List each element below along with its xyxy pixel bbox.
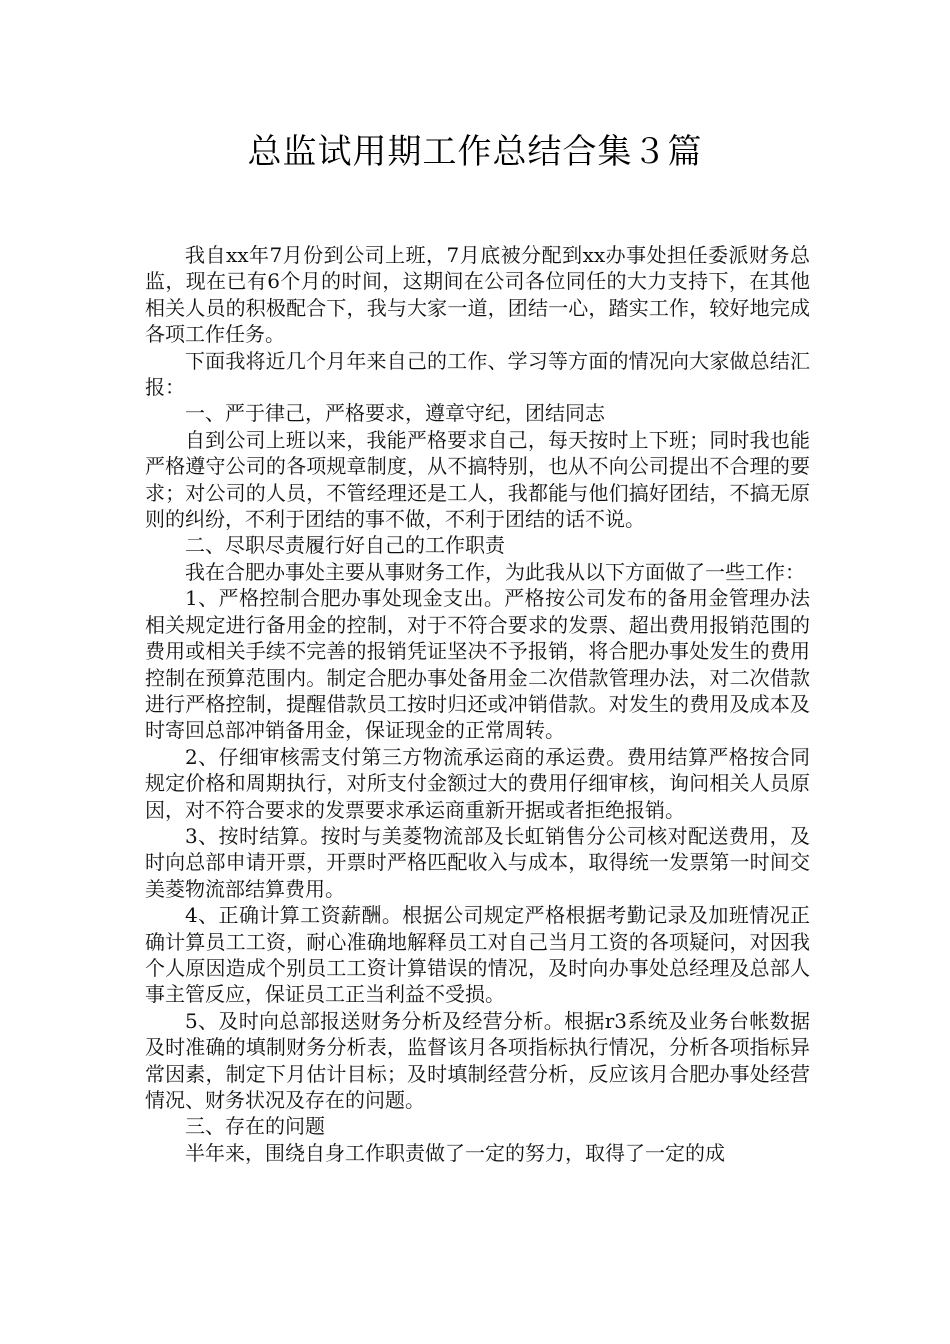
- paragraph-duties-intro: 我在合肥办事处主要从事财务工作，为此我从以下方面做了一些工作：: [185, 559, 805, 584]
- paragraph-item-settlement: 3、按时结算。按时与美菱物流部及长虹销售分公司核对配送费用，及时向总部申请开票，开票时严格匹配收入与成本，取得统一发票第一时间交美菱物流部结算费用。: [145, 823, 810, 901]
- document-title: 总监试用期工作总结合集３篇: [247, 132, 703, 172]
- paragraph-item-analysis: 5、及时向总部报送财务分析及经营分析。根据r3系统及业务台帐数据及时准确的填制财务分析表，监督该月各项指标执行情况，分析各项指标异常因素，制定下月估计目标；及时填制经营分析，反应该月合肥办事处经营情况、财务状况及存在的问题。: [145, 1008, 810, 1112]
- document-body: [145, 242, 810, 1166]
- paragraph-item-cash-control: 1、严格控制合肥办事处现金支出。严格按公司发布的备用金管理办法相关规定进行备用金的控制，对于不符合要求的发票、超出费用报销范围的费用或相关手续不完善的报销凭证坚决不予报销，将合肥办事处发生的费用控制在预算范围内。制定合肥办事处备用金二次借款管理办法，对二次借款进行严格控制，提醒借款员工按时归还或冲销借款。对发生的费用及成本及时寄回总部冲销备用金，保证现金的正常周转。: [145, 586, 810, 743]
- paragraph-item-payroll: 4、正确计算工资薪酬。根据公司规定严格根据考勤记录及加班情况正确计算员工工资，耐心准确地解释员工对自己当月工资的各项疑问，对因我个人原因造成个别员工工资计算错误的情况，及时向办事处总经理及总部人事主管反应，保证员工正当利益不受损。: [145, 903, 810, 1007]
- section-heading-duties: 二、尽职尽责履行好自己的工作职责: [185, 533, 505, 558]
- paragraph-item-freight-review: 2、仔细审核需支付第三方物流承运商的承运费。费用结算严格按合同规定价格和周期执行，对所支付金额过大的费用仔细审核，询问相关人员原因，对不符合要求的发票要求承运商重新开据或者拒绝报销。: [145, 744, 810, 822]
- paragraph-problems: 半年来，围绕自身工作职责做了一定的努力，取得了一定的成: [185, 1140, 725, 1165]
- paragraph-discipline: 自到公司上班以来，我能严格要求自己，每天按时上下班；同时我也能严格遵守公司的各项规章制度，从不搞特别，也从不向公司提出不合理的要求；对公司的人员，不管经理还是工人，我都能与他们搞好团结，不搞无原则的纠纷，不利于团结的事不做，不利于团结的话不说。: [145, 427, 810, 532]
- paragraph-report-intro: 下面我将近几个月年来自己的工作、学习等方面的情况向大家做总结汇报：: [145, 348, 810, 400]
- section-heading-problems: 三、存在的问题: [185, 1114, 325, 1139]
- paragraph-intro: 我自xx年7月份到公司上班，7月底被分配到xx办事处担任委派财务总监，现在已有6个月的时间，这期间在公司各位同任的大力支持下，在其他相关人员的积极配合下，我与大家一道，团结一心，踏实工作，较好地完成各项工作任务。: [145, 243, 810, 347]
- section-heading-discipline: 一、严于律己，严格要求，遵章守纪，团结同志: [185, 401, 605, 426]
